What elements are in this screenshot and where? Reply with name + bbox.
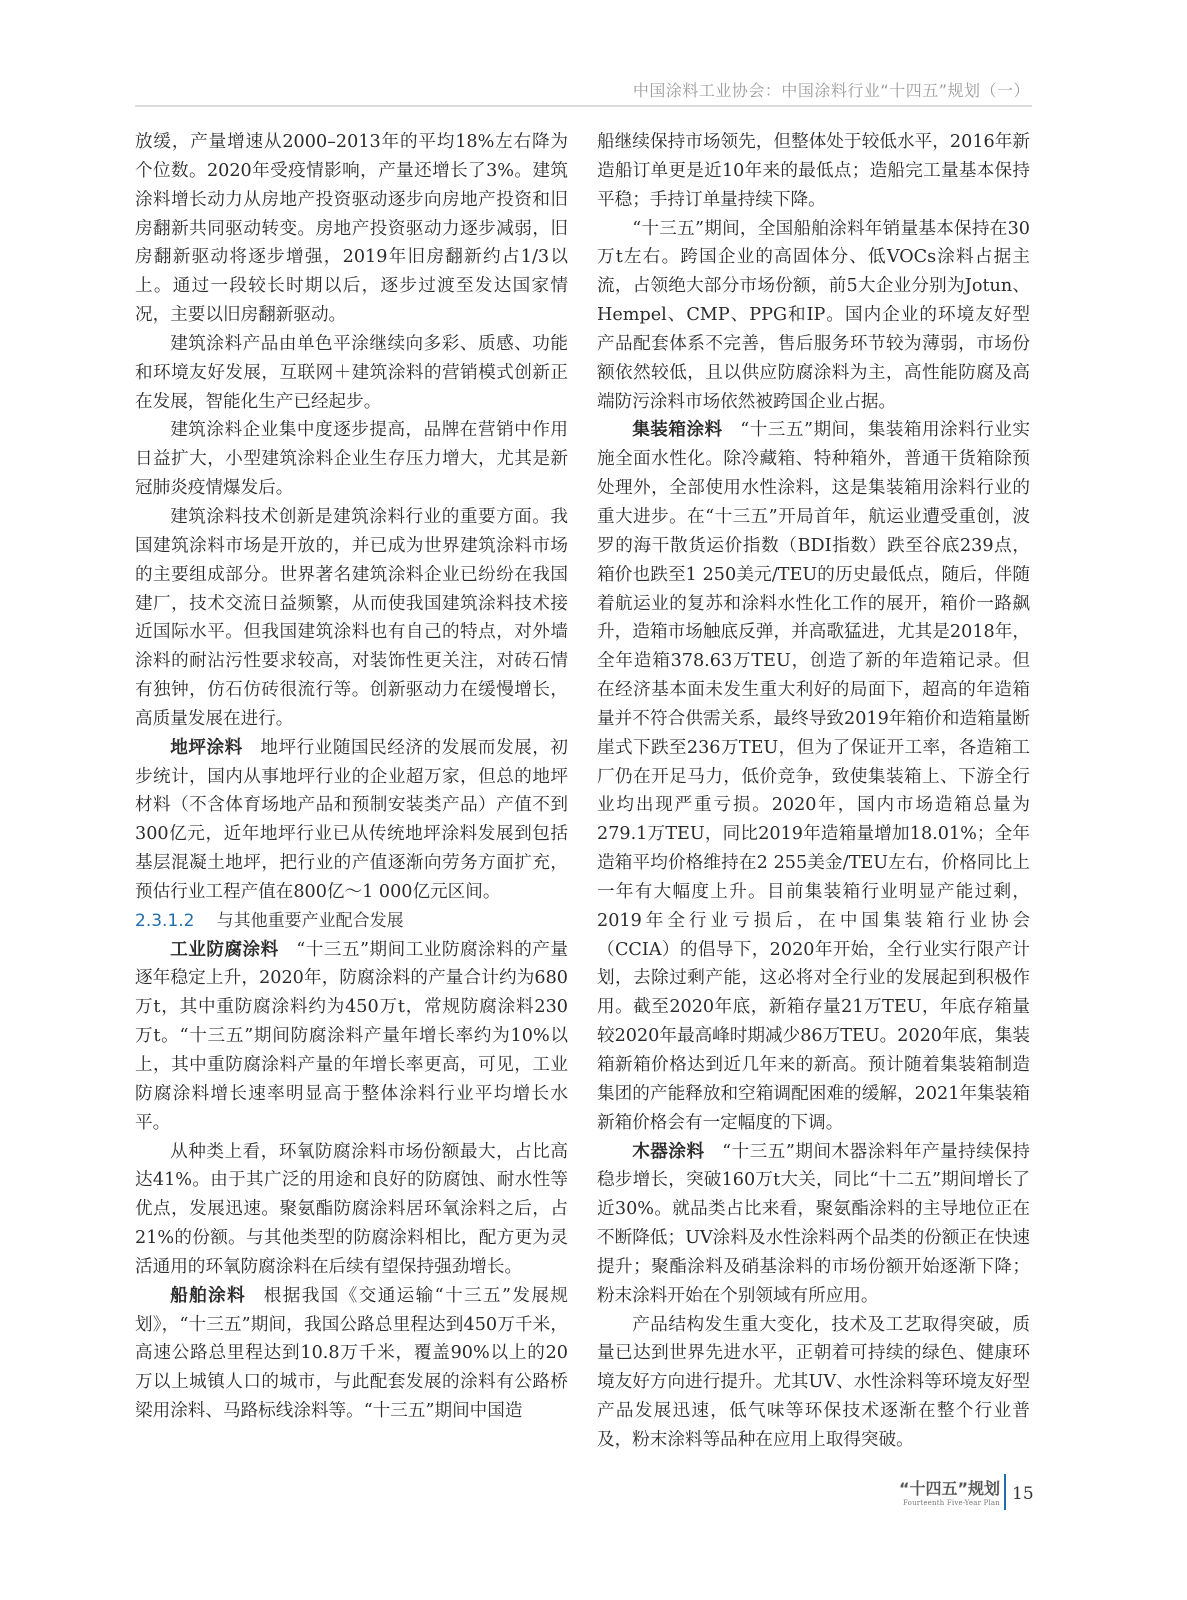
paragraph: 建筑涂料产品由单色平涂继续向多彩、质感、功能和环境友好发展，互联网＋建筑涂料的营销模式创新正在发展，智能化生产已经起步。 bbox=[135, 333, 568, 412]
paragraph-text: 地坪行业随国民经济的发展而发展，初步统计，国内从事地坪行业的企业超万家，但总的地坪材料（不含体育场地产品和预制安装类产品）产值不到300亿元，近年地坪行业已从传统地坪涂料发展到包括基层混凝土地坪，把行业的产值逐渐向劳务方面扩充，预估行业工程产值在800亿～1 000亿元区间。 bbox=[135, 737, 568, 902]
paragraph bbox=[135, 1282, 568, 1426]
left-column bbox=[135, 128, 568, 1426]
paragraph: “十三五”期间，全国船舶涂料年销量基本保持在30万t左右。跨国企业的高固体分、低VOCs涂料占据主流，占领绝大部分市场份额，前5大企业分别为Jotun、Hempel、CMP、PPG和IP。国内企业的环境友好型产品配套体系不完善，售后服务环节较为薄弱，市场份额依然较低，且以供应防腐涂料为主，高性能防腐及高端防污涂料市场依然被跨国企业占据。 bbox=[597, 218, 1030, 412]
running-header: 中国涂料工业协会：中国涂料行业“十四五”规划（一） bbox=[632, 81, 1030, 100]
footer-plan-label bbox=[880, 1476, 1000, 1507]
paragraph: 放缓，产量增速从2000–2013年的平均18%左右降为个位数。2020年受疫情影响，产量还增长了3%。建筑涂料增长动力从房地产投资驱动逐步向房地产投资和旧房翻新共同驱动转变。房地产投资驱动力逐步减弱，旧房翻新驱动将逐步增强，2019年旧房翻新约占1/3以上。通过一段较长时期以后，逐步过渡至发达国家情况，主要以旧房翻新驱动。 bbox=[135, 132, 568, 326]
section-title: 与其他重要产业配合发展 bbox=[216, 910, 404, 931]
paragraph-text: “十三五”期间工业防腐涂料的产量逐年稳定上升，2020年，防腐涂料的产量合计约为680万t，其中重防腐涂料约为450万t，常规防腐涂料230万t。“十三五”期间防腐涂料产量年增长率约为10%以上，其中重防腐涂料产量的年增长率更高，可见，工业防腐涂料增长速率明显高于整体涂料行业平均增长水平。 bbox=[135, 939, 568, 1133]
paragraph: 建筑涂料企业集中度逐步提高，品牌在营销中作用日益扩大，小型建筑涂料企业生存压力增大，尤其是新冠肺炎疫情爆发后。 bbox=[135, 420, 568, 499]
paragraph-text: “十三五”期间木器涂料年产量持续保持稳步增长，突破160万t大关，同比“十二五”期间增长了近30%。就品类占比来看，聚氨酯涂料的主导地位正在不断降低；UV涂料及水性涂料两个品类的份额正在快速提升；聚酯涂料及硝基涂料的市场份额开始逐渐下降；粉末涂料开始在个别领域有所应用。 bbox=[597, 1141, 1030, 1306]
paragraph-lead-term: 集装箱涂料 bbox=[632, 420, 723, 441]
paragraph-text: 根据我国《交通运输“十三五”发展规划》，“十三五”期间，我国公路总里程达到450万千米，高速公路总里程达到10.8万千米，覆盖90%以上的20万以上城镇人口的城市，与此配套发展的涂料有公路桥梁用涂料、马路标线涂料等。“十三五”期间中国造 bbox=[135, 1285, 568, 1422]
paragraph: 建筑涂料技术创新是建筑涂料行业的重要方面。我国建筑涂料市场是开放的，并已成为世界建筑涂料市场的主要组成部分。世界著名建筑涂料企业已纷纷在我国建厂，技术交流日益频繁，从而使我国建筑涂料技术接近国际水平。但我国建筑涂料也有自己的特点，对外墙涂料的耐沾污性要求较高，对装饰性更关注，对砖石情有独钟，仿石仿砖很流行等。创新驱动力在缓慢增长，高质量发展在进行。 bbox=[135, 506, 568, 729]
paragraph-lead-term: 工业防腐涂料 bbox=[170, 939, 279, 960]
paragraph bbox=[135, 936, 568, 1138]
paragraph bbox=[597, 1138, 1030, 1311]
paragraph-text: “十三五”期间，集装箱用涂料行业实施全面水性化。除冷藏箱、特种箱外，普通干货箱除预处理外，全部使用水性涂料，这是集装箱用涂料行业的重大进步。在“十三五”开局首年，航运业遭受重创，波罗的海干散货运价指数（BDI指数）跌至谷底239点，箱价也跌至1 250美元/TEU的历史最低点，随后，伴随着航运业的复苏和涂料水性化工作的展开，箱价一路飙升，造箱市场触底反弹，并高歌猛进，尤其是2018年，全年造箱378.63万TEU，创造了新的年造箱记录。但在经济基本面未发生重大利好的局面下，超高的年造箱量并不符合供需关系，最终导致2019年箱价和造箱量断崖式下跌至236万TEU，但为了保证开工率，各造箱工厂仍在开足马力，低价竞争，致使集装箱上、下游全行业均出现严重亏损。2020年，国内市场造箱总量为279.1万TEU，同比2019年造箱量增加18.01%；全年造箱平均价格维持在2 255美金/TEU左右，价格同比上一年有大幅度上升。目前集装箱行业明显产能过剩，2019年全行业亏损后，在中国集装箱行业协会（CCIA）的倡导下，2020年开始，全行业实行限产计划，去除过剩产能，这必将对全行业的发展起到积极作用。截至2020年底，新箱存量21万TEU，年底存箱量较2020年最高峰时期减少86万TEU。2020年底，集装箱新箱价格达到近几年来的新高。预计随着集装箱制造集团的产能释放和空箱调配困难的缓解，2021年集装箱新箱价格会有一定幅度的下调。 bbox=[597, 420, 1030, 1133]
footer-divider bbox=[1004, 1474, 1006, 1510]
paragraph bbox=[135, 734, 568, 907]
paragraph: 产品结构发生重大变化，技术及工艺取得突破，质量已达到世界先进水平，正朝着可持续的绿色、健康环境友好方向进行提升。尤其UV、水性涂料等环境友好型产品发展迅速，低气味等环保技术逐渐在整个行业普及，粉末涂料等品种在应用上取得突破。 bbox=[597, 1314, 1030, 1450]
page-number: 15 bbox=[1012, 1484, 1034, 1504]
paragraph-lead-term: 地坪涂料 bbox=[170, 737, 243, 758]
paragraph: 从种类上看，环氧防腐涂料市场份额最大，占比高达41%。由于其广泛的用途和良好的防腐蚀、耐水性等优点，发展迅速。聚氨酯防腐涂料居环氧涂料之后，占21%的份额。与其他类型的防腐涂料相比，配方更为灵活通用的环氧防腐涂料在后续有望保持强劲增长。 bbox=[135, 1141, 568, 1277]
section-number: 2.3.1.2 bbox=[135, 910, 195, 931]
right-column bbox=[597, 128, 1030, 1455]
paragraph-lead-term: 船舶涂料 bbox=[170, 1285, 247, 1306]
header-divider bbox=[135, 105, 1032, 107]
section-heading bbox=[135, 907, 568, 936]
paragraph bbox=[597, 416, 1030, 1137]
paragraph: 船继续保持市场领先，但整体处于较低水平，2016年新造船订单更是近10年来的最低点；造船完工量基本保持平稳；手持订单量持续下降。 bbox=[597, 132, 1030, 210]
paragraph-lead-term: 木器涂料 bbox=[632, 1141, 705, 1162]
footer-plan-title: “十四五”规划 bbox=[898, 1479, 1000, 1498]
footer-plan-subtitle: Fourteenth Five-Year Plan bbox=[902, 1499, 1000, 1507]
